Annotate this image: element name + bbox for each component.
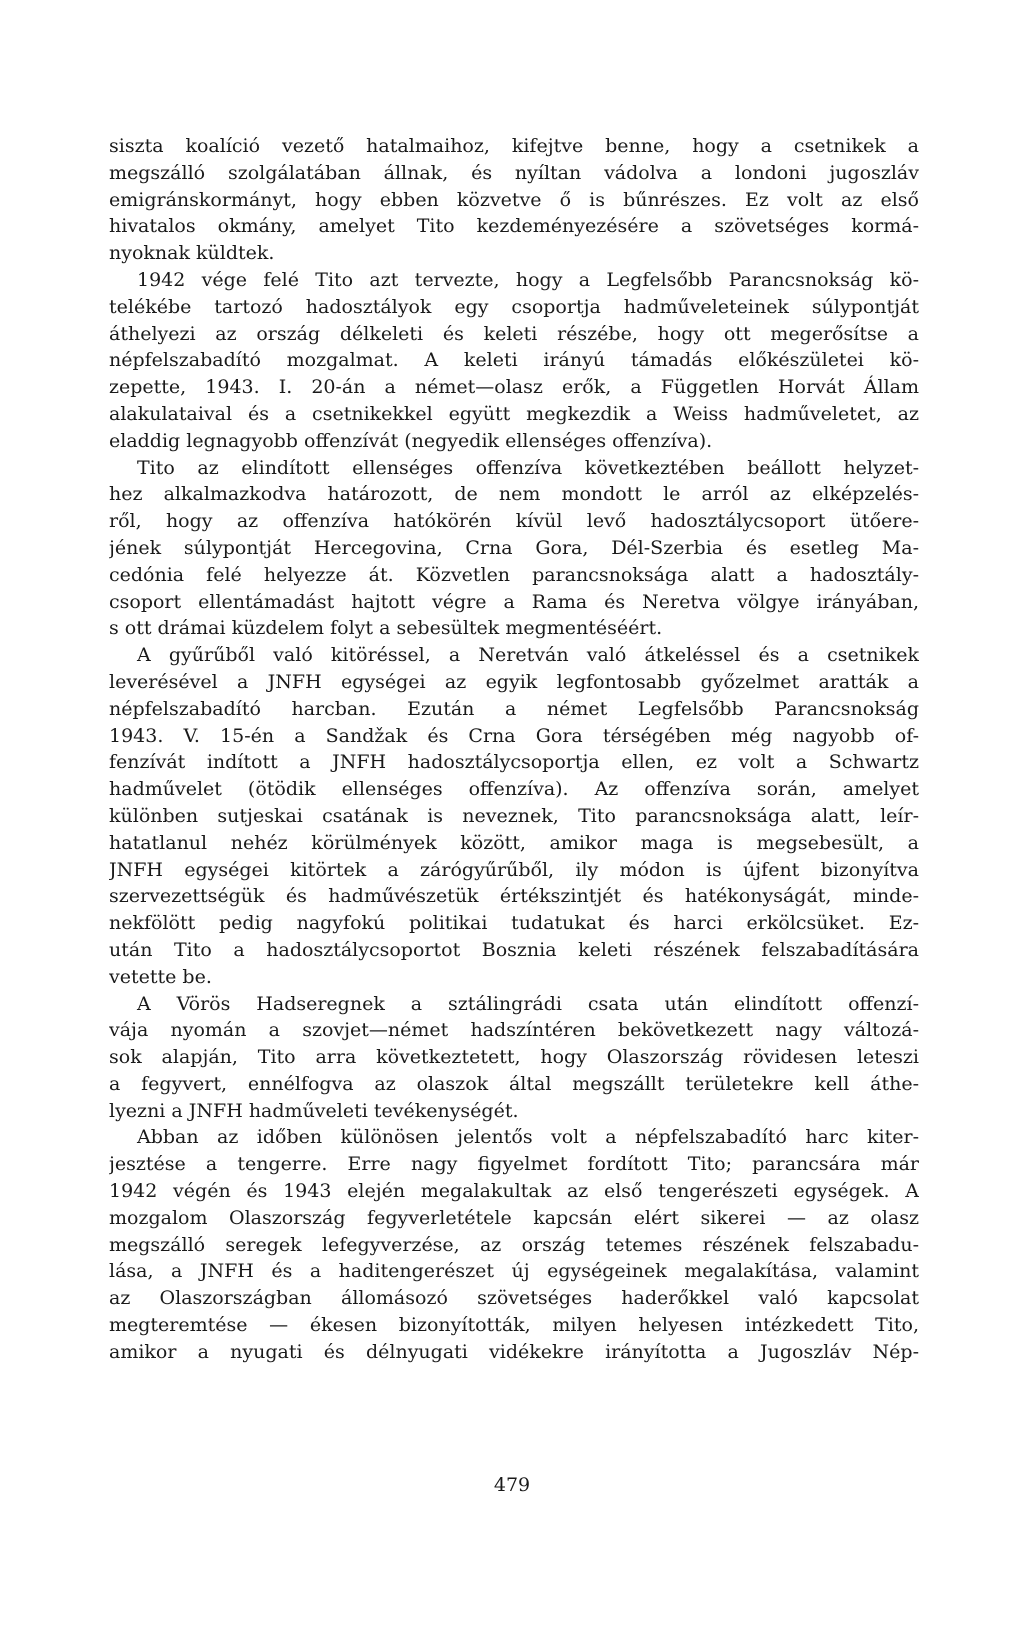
text-line: megszálló szolgálatában állnak, és nyíltan vádolva a londoni jugoszláv (109, 161, 919, 184)
text-line: áthelyezi az ország délkeleti és keleti részébe, hogy ott megerősítse a (109, 322, 919, 345)
text-line: amikor a nyugati és délnyugati vidékekre irányította a Jugoszláv Nép- (109, 1340, 919, 1363)
text-line: népfelszabadító harcban. Ezután a német Legfelsőbb Parancsnokság (109, 697, 919, 720)
text-line: népfelszabadító mozgalmat. A keleti irányú támadás előkészületei kö- (109, 349, 919, 372)
paragraph (109, 642, 919, 990)
text-line: alakulataival és a csetnikekkel együtt megkezdik a Weiss hadműveletet, az (109, 402, 919, 425)
page-text-block (109, 133, 919, 1366)
text-line: A gyűrűből való kitöréssel, a Neretván való átkeléssel és a csetnikek (137, 644, 919, 667)
text-line: hatatlanul nehéz körülmények között, amikor maga is megsebesült, a (109, 831, 919, 854)
text-line: zepette, 1943. I. 20-án a német—olasz erők, a Független Horvát Állam (109, 376, 919, 399)
text-line: A Vörös Hadseregnek a sztálingrádi csata után elindított offenzí- (137, 992, 919, 1015)
text-line: ről, hogy az offenzíva hatókörén kívül levő hadosztálycsoport ütőere- (109, 510, 919, 533)
text-line: szervezettségük és hadművészetük értékszintjét és hatékonyságát, minde- (109, 885, 919, 908)
paragraph (109, 133, 919, 267)
text-line: lása, a JNFH és a haditengerészet új egységeinek megalakítása, valamint (109, 1260, 919, 1283)
text-line: eladdig legnagyobb offenzívát (negyedik ellenséges offenzíva). (109, 429, 713, 452)
text-line: cedónia felé helyezze át. Közvetlen parancsnoksága alatt a hadosztály- (109, 563, 919, 586)
text-line: fenzívát indított a JNFH hadosztálycsoportja ellen, ez volt a Schwartz (109, 751, 919, 774)
text-line: leverésével a JNFH egységei az egyik legfontosabb győzelmet aratták a (109, 670, 919, 693)
text-line: 1943. V. 15-én a Sandžak és Crna Gora térségében még nagyobb of- (109, 724, 919, 747)
page-number: 479 (493, 1474, 531, 1496)
text-line: jesztése a tengerre. Erre nagy figyelmet fordított Tito; parancsára már (109, 1153, 919, 1176)
text-line: különben sutjeskai csatának is neveznek, Tito parancsnoksága alatt, leír- (109, 804, 919, 827)
text-line: Tito az elindított ellenséges offenzíva következtében beállott helyzet- (137, 456, 919, 479)
text-line: nekfölött pedig nagyfokú politikai tudatukat és harci erkölcsüket. Ez- (109, 912, 919, 935)
text-line: emigránskormányt, hogy ebben közvetve ő is bűnrészes. Ez volt az első (109, 188, 919, 211)
text-line: lyezni a JNFH hadműveleti tevékenységét. (109, 1099, 519, 1122)
text-line: mozgalom Olaszország fegyverletétele kapcsán elért sikerei — az olasz (109, 1206, 919, 1229)
text-line: hadművelet (ötödik ellenséges offenzíva). Az offenzíva során, amelyet (109, 778, 919, 801)
text-line: vetette be. (109, 965, 212, 988)
text-line: s ott drámai küzdelem folyt a sebesültek megmentéséért. (109, 617, 663, 640)
text-line: megteremtése — ékesen bizonyították, milyen helyesen intézkedett Tito, (109, 1314, 919, 1337)
paragraph (109, 267, 919, 455)
text-line: megszálló seregek lefegyverzése, az ország tetemes részének felszabadu- (109, 1233, 919, 1256)
text-line: hez alkalmazkodva határozott, de nem mondott le arról az elképzelés- (109, 483, 919, 506)
paragraph (109, 991, 919, 1125)
text-line: csoport ellentámadást hajtott végre a Rama és Neretva völgye irányában, (109, 590, 919, 613)
paragraph (109, 1124, 919, 1365)
paragraph (109, 455, 919, 643)
text-line: sok alapján, Tito arra következtetett, hogy Olaszország rövidesen leteszi (109, 1046, 919, 1069)
text-line: 1942 végén és 1943 elején megalakultak az első tengerészeti egységek. A (109, 1180, 919, 1203)
text-line: a fegyvert, ennélfogva az olaszok által megszállt területekre kell áthe- (109, 1072, 919, 1095)
text-line: telékébe tartozó hadosztályok egy csoportja hadműveleteinek súlypontját (109, 295, 919, 318)
text-line: jének súlypontját Hercegovina, Crna Gora, Dél-Szerbia és esetleg Ma- (109, 536, 919, 559)
text-line: vája nyomán a szovjet—német hadszíntéren bekövetkezett nagy változá- (109, 1019, 919, 1042)
text-line: az Olaszországban állomásozó szövetséges haderőkkel való kapcsolat (109, 1287, 919, 1310)
text-line: nyoknak küldtek. (109, 242, 275, 265)
text-line: JNFH egységei kitörtek a zárógyűrűből, ily módon is újfent bizonyítva (109, 858, 919, 881)
text-line: 1942 vége felé Tito azt tervezte, hogy a Legfelsőbb Parancsnokság kö- (137, 268, 919, 291)
text-line: siszta koalíció vezető hatalmaihoz, kifejtve benne, hogy a csetnikek a (109, 135, 919, 157)
text-line: után Tito a hadosztálycsoportot Bosznia keleti részének felszabadítására (109, 938, 919, 961)
text-line: hivatalos okmány, amelyet Tito kezdeményezésére a szövetséges kormá- (109, 215, 919, 238)
text-line: Abban az időben különösen jelentős volt a népfelszabadító harc kiter- (137, 1126, 919, 1149)
